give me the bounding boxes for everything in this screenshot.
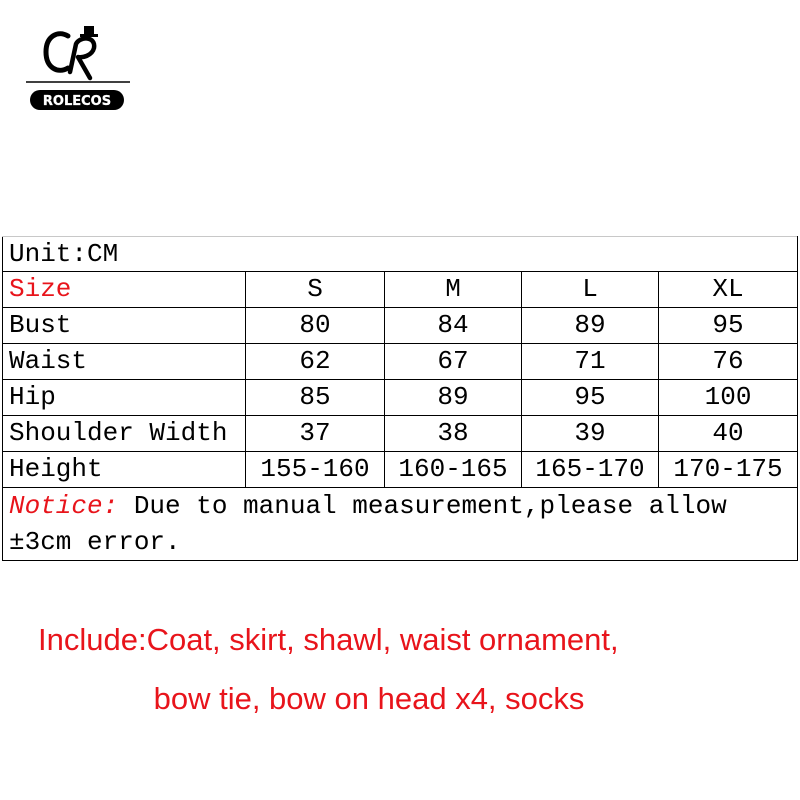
size-m-header: M [385, 272, 522, 308]
table-cell: 62 [246, 344, 385, 380]
table-cell: 39 [522, 416, 659, 452]
notice-row [3, 488, 798, 561]
row-label-shoulder-width: Shoulder Width [3, 416, 246, 452]
include-line-1: Include:Coat, skirt, shawl, waist ornament, [38, 622, 619, 657]
row-label-height: Height [3, 452, 246, 488]
size-s-header: S [246, 272, 385, 308]
row-label-bust: Bust [3, 308, 246, 344]
table-cell: 165-170 [522, 452, 659, 488]
table-row [3, 380, 798, 416]
table-cell: 170-175 [659, 452, 798, 488]
size-table [2, 236, 798, 561]
rolecos-logo [24, 22, 134, 114]
logo-r-glyph [70, 38, 94, 78]
row-label-waist: Waist [3, 344, 246, 380]
notice-cell [3, 488, 798, 561]
table-row [3, 344, 798, 380]
size-header-label: Size [3, 272, 246, 308]
size-l-header: L [522, 272, 659, 308]
unit-row [3, 237, 798, 272]
table-cell: 95 [522, 380, 659, 416]
table-cell: 85 [246, 380, 385, 416]
table-cell: 95 [659, 308, 798, 344]
notice-text: Due to manual measurement,please allow ±3cm error. [9, 491, 727, 557]
size-header-row [3, 272, 798, 308]
logo-c-glyph [46, 34, 68, 71]
table-cell: 67 [385, 344, 522, 380]
include-line-2: bow tie, bow on head x4, socks [153, 681, 585, 716]
table-cell: 80 [246, 308, 385, 344]
table-row [3, 416, 798, 452]
table-row [3, 452, 798, 488]
logo-hat-icon [84, 26, 94, 35]
notice-label: Notice: [9, 491, 119, 521]
table-cell: 89 [385, 380, 522, 416]
size-xl-header: XL [659, 272, 798, 308]
table-row [3, 308, 798, 344]
table-cell: 84 [385, 308, 522, 344]
table-cell: 89 [522, 308, 659, 344]
table-cell: 40 [659, 416, 798, 452]
table-cell: 160-165 [385, 452, 522, 488]
table-cell: 76 [659, 344, 798, 380]
brand-logo-graphic [24, 22, 134, 114]
unit-label: Unit:CM [3, 237, 798, 272]
table-cell: 37 [246, 416, 385, 452]
table-cell: 71 [522, 344, 659, 380]
table-cell: 155-160 [246, 452, 385, 488]
logo-text: ROLECOS [42, 94, 112, 109]
table-cell: 38 [385, 416, 522, 452]
table-cell: 100 [659, 380, 798, 416]
row-label-hip: Hip [3, 380, 246, 416]
